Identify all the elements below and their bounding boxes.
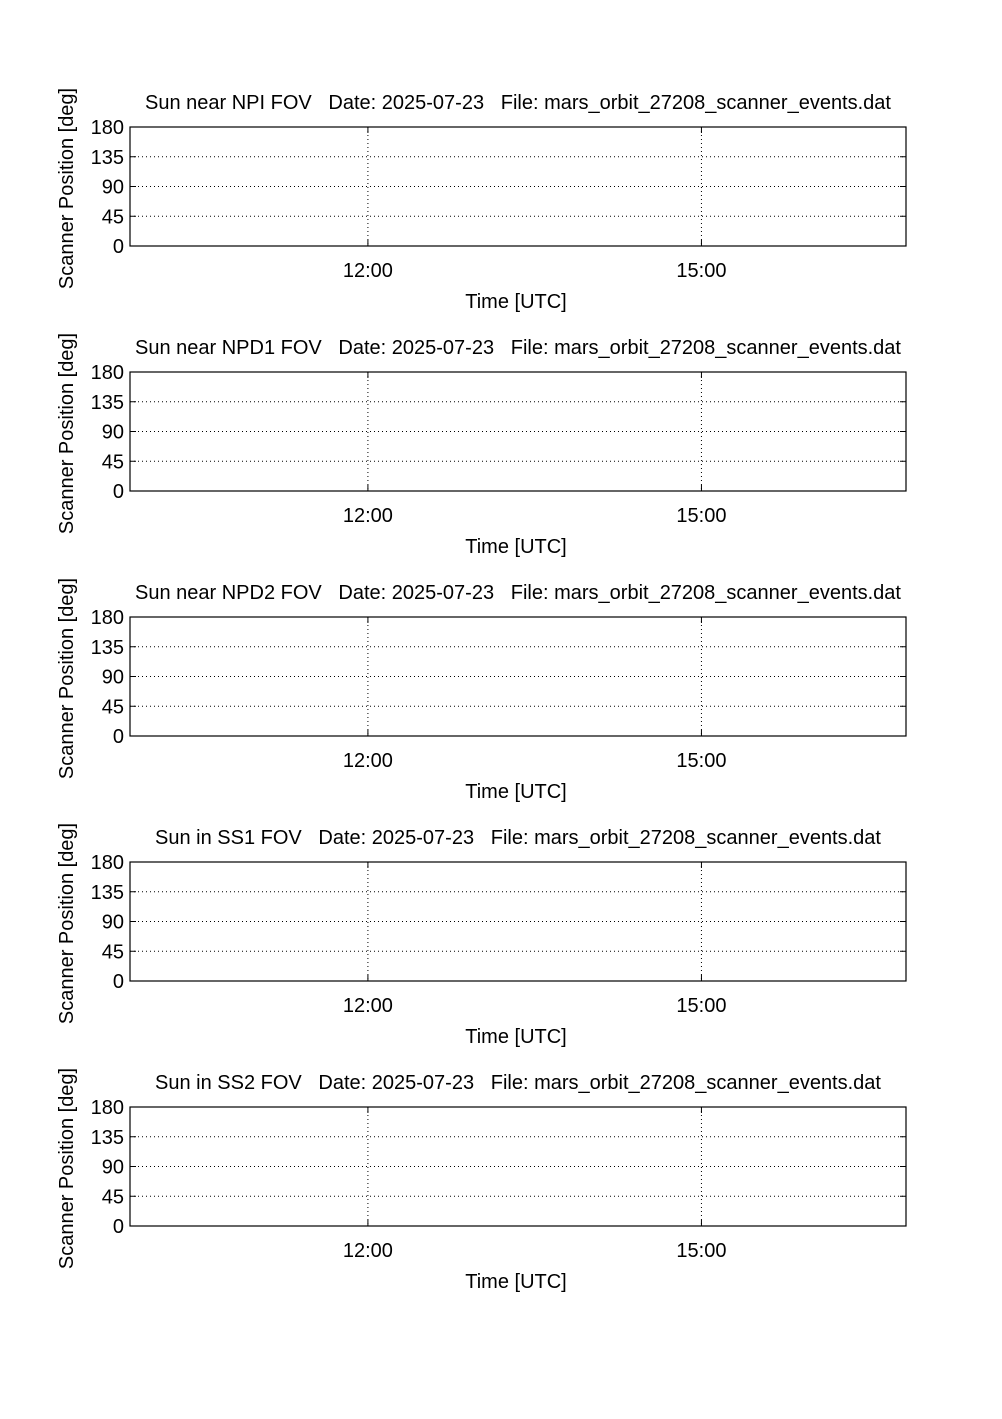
y-tick-label: 45: [101, 1186, 124, 1209]
x-axis-label: Time [UTC]: [465, 536, 567, 558]
x-tick-label: 12:00: [342, 505, 393, 527]
y-axis-label: Scanner Position [deg]: [56, 1067, 78, 1270]
x-tick-label: 12:00: [342, 750, 393, 772]
y-axis-label: Scanner Position [deg]: [56, 577, 78, 780]
plot-npd2: [0, 574, 1002, 819]
y-tick-label: 45: [101, 206, 124, 229]
plot-ss2: [0, 1064, 1002, 1309]
y-tick-label: 45: [101, 696, 124, 719]
y-tick-label: 90: [101, 421, 124, 444]
y-tick-label: 45: [101, 941, 124, 964]
plot-title: Sun near NPI FOV Date: 2025-07-23 File: mars_orbit_27208_scanner_events.dat: [145, 92, 891, 114]
x-tick-label: 15:00: [676, 1240, 727, 1262]
y-tick-label: 0: [112, 236, 124, 258]
y-tick-label: 180: [90, 117, 124, 139]
y-tick-label: 135: [90, 636, 124, 659]
y-tick-label: 0: [112, 971, 124, 993]
y-tick-label: 180: [90, 1097, 124, 1119]
x-axis-label: Time [UTC]: [465, 1271, 567, 1293]
y-tick-label: 90: [101, 666, 124, 689]
plot-panel-2: [0, 329, 1002, 574]
plot-title: Sun in SS2 FOV Date: 2025-07-23 File: mars_orbit_27208_scanner_events.dat: [155, 1072, 881, 1094]
y-tick-label: 180: [90, 852, 124, 874]
x-tick-label: 15:00: [676, 260, 727, 282]
x-tick-label: 12:00: [342, 1240, 393, 1262]
x-tick-label: 12:00: [342, 260, 393, 282]
plot-npi: [0, 84, 1002, 329]
y-tick-label: 135: [90, 1126, 124, 1149]
y-tick-label: 90: [101, 176, 124, 199]
y-axis-label: Scanner Position [deg]: [56, 822, 78, 1025]
x-tick-label: 15:00: [676, 750, 727, 772]
y-tick-label: 0: [112, 1216, 124, 1238]
plot-panel-3: [0, 574, 1002, 819]
plot-title: Sun near NPD2 FOV Date: 2025-07-23 File: mars_orbit_27208_scanner_events.dat: [135, 582, 901, 604]
plot-title: Sun in SS1 FOV Date: 2025-07-23 File: mars_orbit_27208_scanner_events.dat: [155, 827, 881, 849]
y-tick-label: 135: [90, 146, 124, 169]
y-tick-label: 135: [90, 881, 124, 904]
y-tick-label: 0: [112, 726, 124, 748]
x-tick-label: 12:00: [342, 995, 393, 1017]
y-tick-label: 90: [101, 911, 124, 934]
y-axis-label: Scanner Position [deg]: [56, 332, 78, 535]
y-tick-label: 90: [101, 1156, 124, 1179]
x-tick-label: 15:00: [676, 995, 727, 1017]
y-axis-label: Scanner Position [deg]: [56, 87, 78, 290]
plot-panel-5: [0, 1064, 1002, 1309]
y-tick-label: 135: [90, 391, 124, 414]
plot-panel-1: [0, 84, 1002, 329]
x-axis-label: Time [UTC]: [465, 781, 567, 803]
plot-npd1: [0, 329, 1002, 574]
plot-panel-4: [0, 819, 1002, 1064]
x-axis-label: Time [UTC]: [465, 1026, 567, 1048]
y-tick-label: 0: [112, 481, 124, 503]
x-axis-label: Time [UTC]: [465, 291, 567, 313]
plot-title: Sun near NPD1 FOV Date: 2025-07-23 File: mars_orbit_27208_scanner_events.dat: [135, 337, 901, 359]
x-tick-label: 15:00: [676, 505, 727, 527]
y-tick-label: 45: [101, 451, 124, 474]
y-tick-label: 180: [90, 362, 124, 384]
plot-ss1: [0, 819, 1002, 1064]
y-tick-label: 180: [90, 607, 124, 629]
